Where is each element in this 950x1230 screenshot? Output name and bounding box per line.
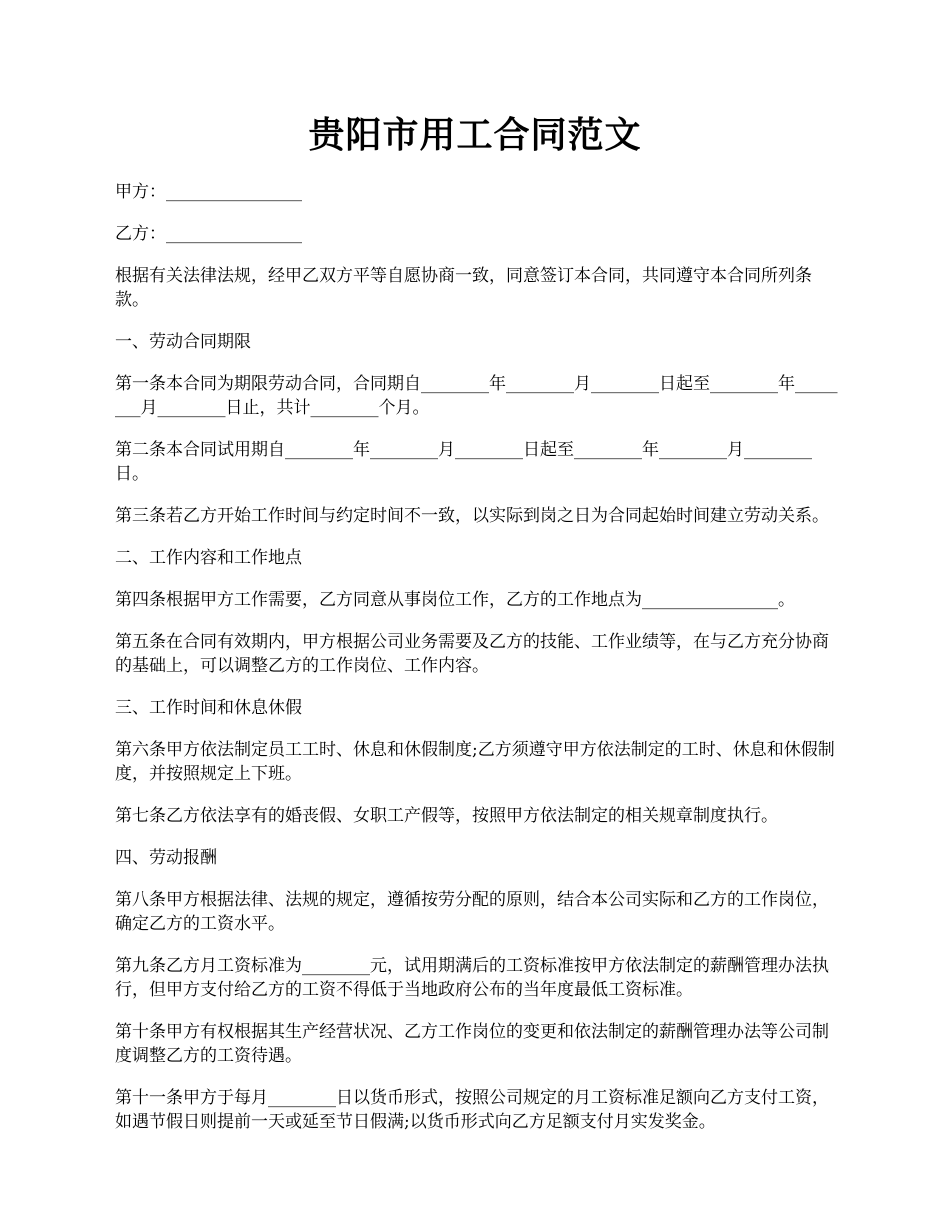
article-10: 第十条甲方有权根据其生产经营状况、乙方工作岗位的变更和依法制定的薪酬管理办法等公司制度调整乙方的工资待遇。 xyxy=(115,1022,829,1066)
document-title: 贵阳市用工合同范文 xyxy=(308,114,642,156)
article-7: 第七条乙方依法享有的婚丧假、女职工产假等，按照甲方依法制定的相关规章制度执行。 xyxy=(115,806,778,826)
article-9: 第九条乙方月工资标准为________元，试用期满后的工资标准按甲方依法制定的薪酬管理办法执行，但甲方支付给乙方的工资不得低于当地政府公布的当年度最低工资标准。 xyxy=(115,956,829,1000)
section-heading-3: 三、工作时间和休息休假 xyxy=(115,698,302,718)
section-heading-4: 四、劳动报酬 xyxy=(115,848,217,868)
document-body xyxy=(115,180,845,1152)
party-b-line: 乙方：________________ xyxy=(115,224,302,244)
article-3: 第三条若乙方开始工作时间与约定时间不一致，以实际到岗之日为合同起始时间建立劳动关系。 xyxy=(115,506,829,526)
article-8: 第八条甲方根据法律、法规的规定，遵循按劳分配的原则，结合本公司实际和乙方的工作岗位，确定乙方的工资水平。 xyxy=(115,890,829,934)
article-5: 第五条在合同有效期内，甲方根据公司业务需要及乙方的技能、工作业绩等，在与乙方充分协商的基础上，可以调整乙方的工作岗位、工作内容。 xyxy=(115,632,829,676)
article-1: 第一条本合同为期限劳动合同，合同期自________年________月________日起至________年________月________日止，共计________个月。 xyxy=(115,374,838,418)
section-heading-2: 二、工作内容和工作地点 xyxy=(115,548,302,568)
article-4: 第四条根据甲方工作需要，乙方同意从事岗位工作，乙方的工作地点为________________。 xyxy=(115,590,795,610)
preamble-paragraph: 根据有关法律法规，经甲乙双方平等自愿协商一致，同意签订本合同，共同遵守本合同所列条款。 xyxy=(115,266,812,310)
article-6: 第六条甲方依法制定员工工时、休息和休假制度;乙方须遵守甲方依法制定的工时、休息和休假制度，并按照规定上下班。 xyxy=(115,740,835,784)
party-a-line: 甲方：________________ xyxy=(115,182,302,202)
article-2: 第二条本合同试用期自________年________月________日起至________年________月________日。 xyxy=(115,440,812,484)
section-heading-1: 一、劳动合同期限 xyxy=(115,332,251,352)
article-11: 第十一条甲方于每月________日以货币形式，按照公司规定的月工资标准足额向乙方支付工资，如遇节假日则提前一天或延至节日假满;以货币形式向乙方足额支付月实发奖金。 xyxy=(115,1088,829,1132)
